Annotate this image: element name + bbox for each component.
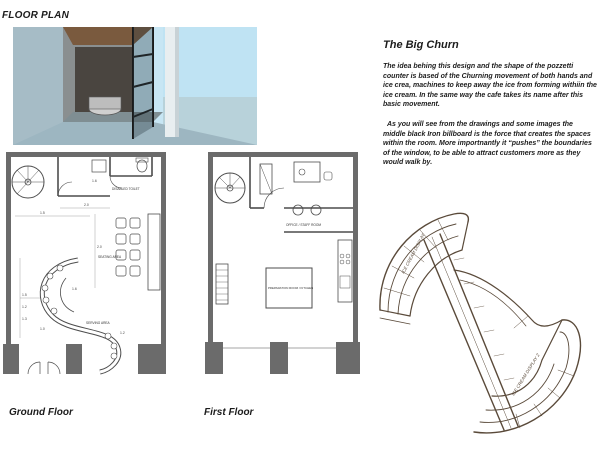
- counter-sketch: [364, 200, 600, 440]
- page-title: FLOOR PLAN: [2, 10, 69, 21]
- dimension-label: 1.2: [120, 331, 125, 335]
- article-paragraph-1: The idea behing this design and the shape of the pozzetti counter is based of the Churning movement of both hands and ice crea, machines to keep away the ice from forming withiin the ice cream. In the same way the cafe takes its name after this basic movement.: [383, 63, 597, 109]
- room-label-serving: SERVING AREA: [86, 321, 110, 325]
- article-paragraph-2: As you will see from the drawings and some images the middle black Iron billboard is the force that creates the spaces within the room. More importnantly it “pushes” the boundaries of the window, to be able to attract customers more as they would walk by.: [383, 121, 592, 167]
- room-label-preparation: PREPARATION ROOM / KITCHEN: [268, 286, 314, 290]
- dimension-label: 1.5: [22, 293, 27, 297]
- room-label-office: OFFICE / STAFF ROOM: [286, 223, 322, 227]
- ground-floor-label: Ground Floor: [9, 407, 73, 418]
- article-title: The Big Churn: [383, 39, 459, 51]
- sketch-note-upper: ICE CREAM DISPLAY: [400, 232, 426, 275]
- first-floor-plan: [202, 148, 368, 380]
- dimension-label: 2.0: [97, 245, 102, 249]
- dimension-label: 1.6: [92, 179, 97, 183]
- dimension-label: 1.3: [22, 317, 27, 321]
- dimension-label: 2.0: [84, 203, 89, 207]
- first-floor-label: First Floor: [204, 407, 254, 418]
- dimension-label: 1.6: [72, 287, 77, 291]
- dimension-label: 1.2: [22, 305, 27, 309]
- interior-render-image: [13, 27, 257, 145]
- room-label-toilet: DISABLED TOILET: [112, 187, 140, 191]
- dimension-label: 1.0: [40, 327, 45, 331]
- dimension-label: 1.5: [40, 211, 45, 215]
- room-label-seating: SEATING AREA: [98, 255, 122, 259]
- ground-floor-plan: [0, 148, 172, 380]
- sketch-note-lower: ICE CREAM DISPLAY 2: [510, 352, 541, 397]
